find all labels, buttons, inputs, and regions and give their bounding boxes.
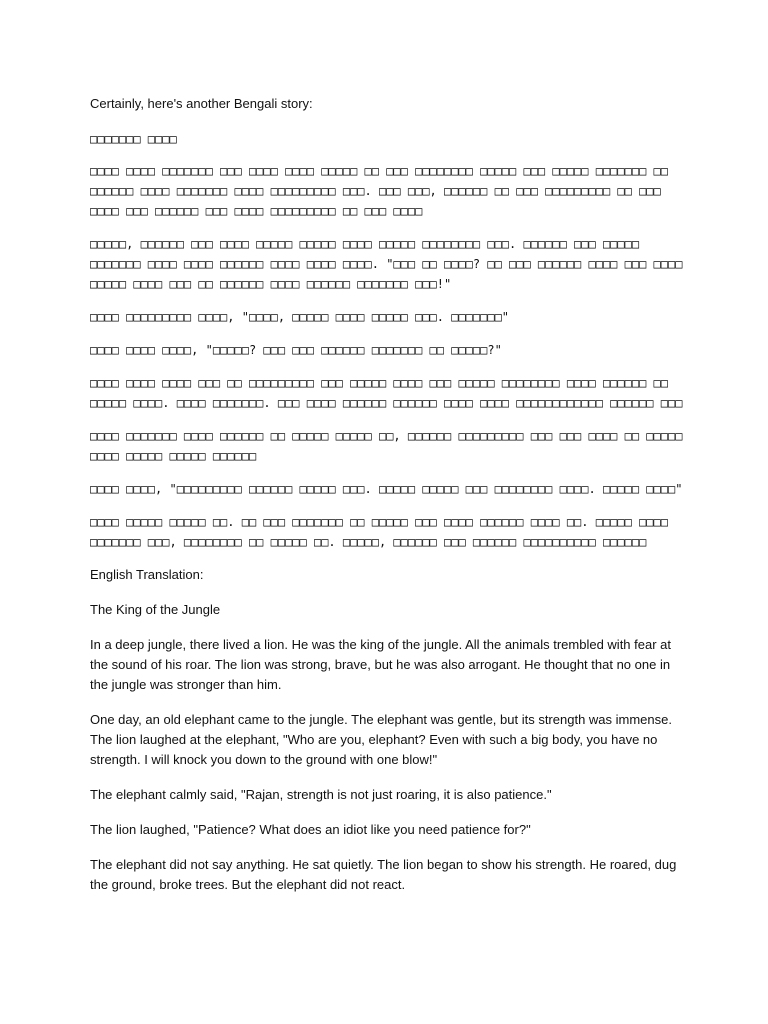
- english-paragraph-3: The elephant calmly said, "Rajan, strength is not just roaring, it is also patience.": [90, 787, 552, 802]
- english-paragraph-2: One day, an old elephant came to the jungle. The elephant was gentle, but its strength was immense. The lion laughed at the elephant, "Who are you, elephant? Even with such a big body, you have no strength. I will knock you down to the ground with one blow!": [90, 712, 672, 767]
- intro-line: Certainly, here's another Bengali story:: [90, 96, 313, 111]
- bengali-paragraph-6: □□□□ □□□□□□□ □□□□ □□□□□□ □□ □□□□□ □□□□□ □□, □□□□□□ □□□□□□□□□ □□□ □□□ □□□□ □□ □□□□□ □□□□ □□□□□ □□□□□ □□□□□□: [90, 429, 683, 463]
- translation-heading: English Translation:: [90, 567, 204, 582]
- bengali-story-title: □□□□□□□ □□□□: [90, 132, 177, 146]
- english-paragraph-1: In a deep jungle, there lived a lion. He was the king of the jungle. All the animals trembled with fear at the sound of his roar. The lion was strong, brave, but he was also arrogant. He thought that no one in the jungle was stronger than him.: [90, 637, 672, 692]
- bengali-paragraph-7: □□□□ □□□□, "□□□□□□□□□ □□□□□□ □□□□□ □□□. □□□□□ □□□□□ □□□ □□□□□□□□ □□□□. □□□□□ □□□□": [90, 482, 683, 496]
- bengali-paragraph-5: □□□□ □□□□ □□□□ □□□ □□ □□□□□□□□□ □□□ □□□□□ □□□□ □□□ □□□□□ □□□□□□□□ □□□□ □□□□□□ □□ □□□□□ □□□□. □□□□ □□□□□□□. □□□ □□□□ □□□□□□ □□□□□□ □□□□ □□□□ □□□□□□□□□□□□ □□□□□□ □□□: [90, 376, 683, 410]
- english-paragraph-4: The lion laughed, "Patience? What does an idiot like you need patience for?": [90, 822, 531, 837]
- bengali-paragraph-3: □□□□ □□□□□□□□□ □□□□, "□□□□, □□□□□ □□□□ □□□□□ □□□. □□□□□□□": [90, 310, 510, 324]
- document-page: [90, 94, 690, 910]
- bengali-paragraph-1: □□□□ □□□□ □□□□□□□ □□□ □□□□ □□□□ □□□□□ □□ □□□ □□□□□□□□ □□□□□ □□□ □□□□□ □□□□□□□ □□ □□□□□□ □□□□ □□□□□□□ □□□□ □□□□□□□□□ □□□. □□□ □□□, □□□□□□ □□ □□□ □□□□□□□□□ □□ □□□ □□□□ □□□ □□□□□□ □□□ □□□□ □□□□□□□□□ □□ □□□ □□□□: [90, 164, 668, 218]
- english-story-title: The King of the Jungle: [90, 602, 221, 617]
- english-paragraph-5: The elephant did not say anything. He sat quietly. The lion began to show his strength. He roared, dug the ground, broke trees. But the elephant did not react.: [90, 857, 677, 892]
- bengali-paragraph-2: □□□□□, □□□□□□ □□□ □□□□ □□□□□ □□□□□ □□□□ □□□□□ □□□□□□□□ □□□. □□□□□□ □□□ □□□□□ □□□□□□□ □□□□ □□□□ □□□□□□ □□□□ □□□□ □□□□. "□□□ □□ □□□□? □□ □□□ □□□□□□ □□□□ □□□ □□□□ □□□□□ □□□□ □□□ □□ □□□□□□ □□□□ □□□□□□ □□□□□□□ □□□!": [90, 237, 683, 291]
- bengali-paragraph-4: □□□□ □□□□ □□□□, "□□□□□? □□□ □□□ □□□□□□ □□□□□□□ □□ □□□□□?": [90, 343, 502, 357]
- bengali-paragraph-8: □□□□ □□□□□ □□□□□ □□. □□ □□□ □□□□□□□ □□ □□□□□ □□□ □□□□ □□□□□□ □□□□ □□. □□□□□ □□□□ □□□□□□□ □□□, □□□□□□□□ □□ □□□□□ □□. □□□□□, □□□□□□ □□□ □□□□□□ □□□□□□□□□□ □□□□□□: [90, 515, 668, 549]
